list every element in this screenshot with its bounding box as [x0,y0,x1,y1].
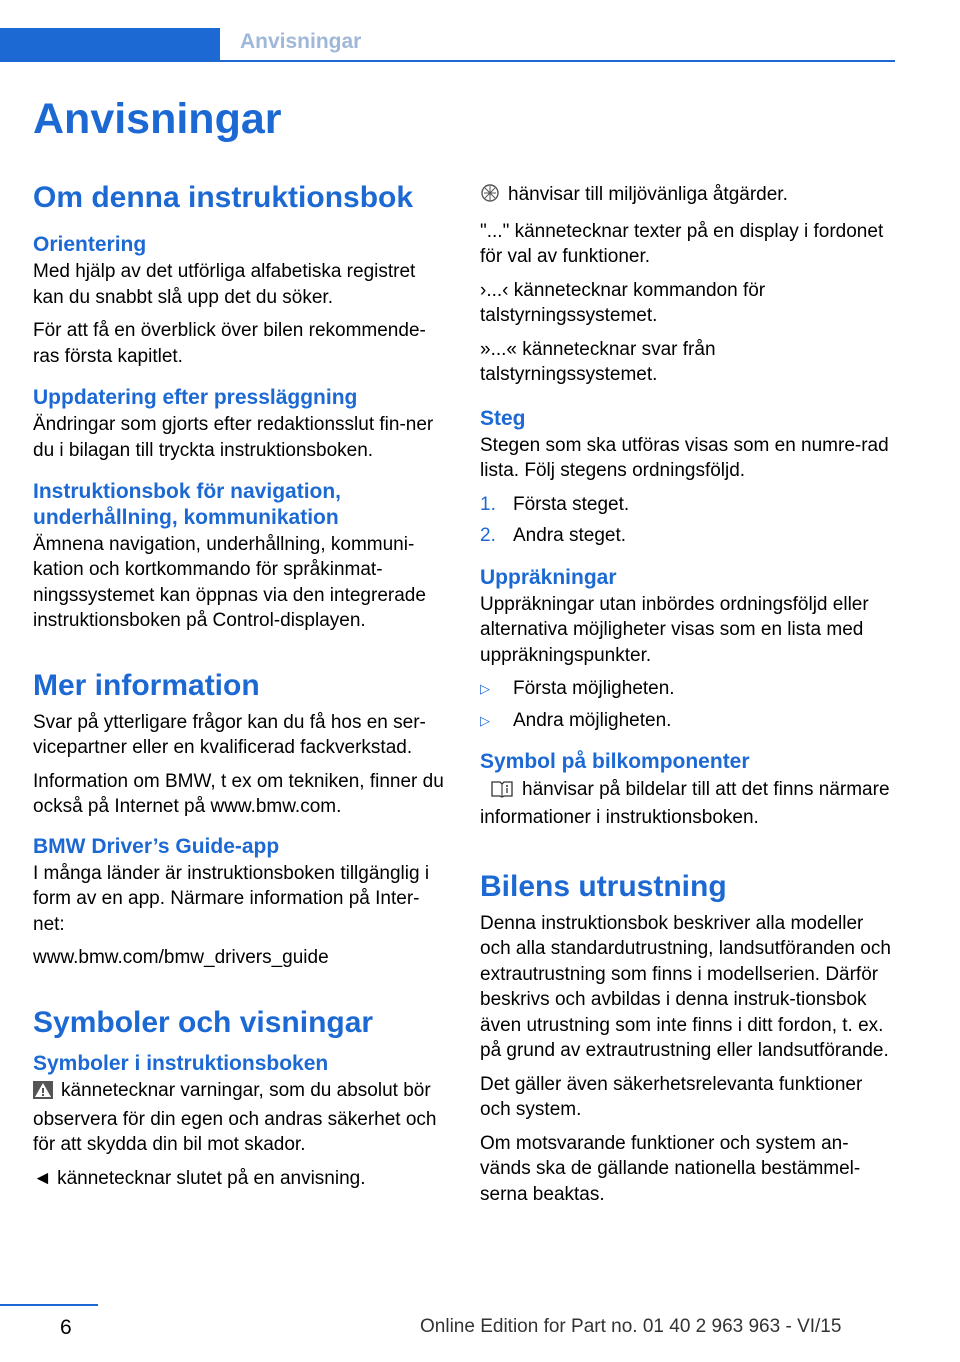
paragraph: Ändringar som gjorts efter redaktionsslut fin‐ner du i bilagan till tryckta instruktionsboken. [33,414,434,461]
book-icon [490,780,514,806]
paragraph: "..." kännetecknar texter på en display i fordonet för val av funktioner. [480,220,884,267]
subsection-title: Uppdatering efter pressläggning [33,386,358,410]
subsection-uppdatering [33,385,451,463]
header-accent-bar [0,28,220,62]
subsection-symbol-bilkomponenter [480,749,895,830]
subsection-title: Orientering [33,233,147,256]
subsection-title: Uppräkningar [480,565,617,589]
paragraph-eco [480,182,895,211]
section-body [480,911,895,1208]
paragraph: Med hjälp av det utförliga alfabetiska registret kan du snabbt slå upp det du söker. [33,261,416,308]
section-title-mer-information: Mer information [33,668,260,702]
list-text: Första möjligheten. [513,678,675,700]
section-title-om-denna: Om denna instruktionsbok [33,181,414,214]
left-column [33,180,451,1207]
subsection-drivers-guide-app [33,834,451,971]
url-text: www.bmw.com/bmw_drivers_guide [33,947,329,969]
paragraph: I många länder är instruktionsboken tillgänglig i form av en app. Närmare information på Inter‐net: [33,862,430,935]
subsection-title: BMW Driver’s Guide-app [33,834,280,858]
right-column [480,182,895,1215]
paragraph: Det gäller även säkerhetsrelevanta funktioner och system. [480,1073,863,1121]
list-item [480,708,895,734]
paragraph: ◄ kännetecknar slutet på en anvisning. [33,1167,366,1189]
subsection-title: Symboler i instruktionsboken [33,1051,329,1075]
list-item [480,523,895,549]
subsection-title: Symbol på bilkomponenter [480,750,750,774]
subsection-navigation-book [33,479,451,633]
subsection-title: Instruktionsbok för navigation, underhållning, kommunikation [33,480,342,529]
steps-list [480,492,895,549]
warning-triangle-icon [33,1081,53,1107]
paragraph: Information om BMW, t ex om tekniken, finner du också på Internet på www.bmw.com. [33,770,444,818]
warning-text: kännetecknar varningar, som du absolut bör observera för din egen och andras säkerhet och för att skydda din bil mot skador. [33,1080,437,1156]
list-text: Andra steget. [513,525,627,547]
book-text: hänvisar på bildelar till att det finns närmare informationer i instruktionsboken. [480,778,890,829]
subsection-title: Steg [480,406,526,430]
list-item [480,676,895,702]
header-rule [220,60,895,62]
subsection-uppräkningar [480,565,895,734]
list-number: 1. [480,493,496,515]
subsection-steg [480,406,895,549]
paragraph: ›...‹ kännetecknar kommandon för talstyrningssystemet. [480,279,766,326]
bullet-list [480,676,895,733]
list-text: Andra möjligheten. [513,709,672,731]
bullet-triangle-icon: ▷ [480,712,490,728]
section-title-bilens-utrustning: Bilens utrustning [480,869,727,903]
subsection-symboler [33,1051,451,1191]
paragraph: Denna instruktionsbok beskriver alla modeller och alla standardutrustning, landsutföranden och extrautrustning som finns i modellserien. Därför beskrivs och avbildas i denna instruk‐tionsbok även utrustning som inte finns i ditt fordon, t. ex. på grund av extrautrustning eller landsutförande. [480,912,891,1062]
bullet-triangle-icon: ▷ [480,681,490,697]
paragraph-warning [33,1078,451,1158]
paragraph: Uppräkningar utan inbördes ordningsföljd eller alternativa möjligheter visas som en lista med uppräkningspunkter. [480,593,869,666]
footer-rule [0,1304,98,1306]
list-item [480,492,895,518]
paragraph: Ämnena navigation, underhållning, kommuni‐kation och kortkommando för språkinmat‐ningssystemet kan öppnas via den integrerade instruktionsboken på Control-displayen. [33,533,426,632]
edition-text: Online Edition for Part no. 01 40 2 963 963 - VI/15 [420,1316,842,1337]
paragraph: Stegen som ska utföras visas som en numre‐rad lista. Följ stegens ordningsföljd. [480,434,889,482]
paragraph: »...« kännetecknar svar från talstyrningssystemet. [480,338,716,385]
paragraph: Svar på ytterligare frågor kan du få hos en ser‐vicepartner eller en kvalificerad fackverkstad. [33,711,426,759]
section-body [33,710,451,820]
section-title-symboler: Symboler och visningar [33,1005,374,1039]
list-text: Första steget. [513,493,630,515]
subsection-orientering [33,232,451,369]
paragraph-book [480,777,895,831]
environment-icon [480,183,500,211]
page-title: Anvisningar [33,95,282,143]
paragraph: Om motsvarande funktioner och system an‐vänds ska de gällande nationella bestämmel‐serna beaktas. [480,1132,861,1205]
running-title: Anvisningar [240,30,362,53]
list-number: 2. [480,525,496,547]
page-number: 6 [60,1316,72,1339]
eco-text: hänvisar till miljövänliga åtgärder. [508,184,788,205]
paragraph: För att få en överblick över bilen rekommende‐ras första kapitlet. [33,320,426,367]
